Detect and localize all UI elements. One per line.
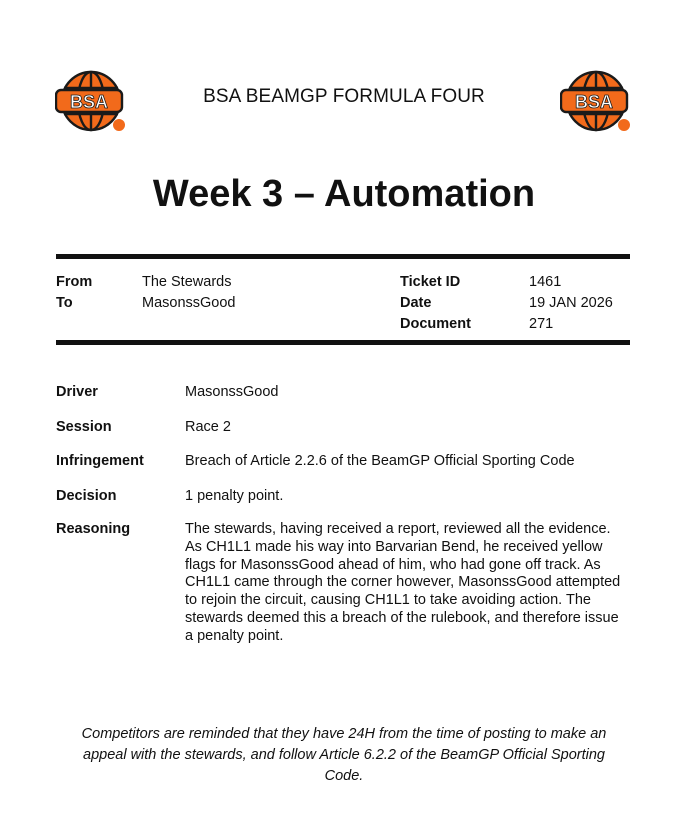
infringement-value: Breach of Article 2.2.6 of the BeamGP Official Sporting Code bbox=[185, 453, 575, 469]
date-value: 19 JAN 2026 bbox=[529, 295, 613, 311]
reasoning-text: The stewards, having received a report, reviewed all the evidence. As CH1L1 made his way into Barvarian Bend, he received yellow flags for MasonssGood ahead of him, who had gone off track. As CH1L1 came through the corner however, MasonssGood attempted to rejoin the circuit, causing CH1L1 to take avoiding action. The stewards deemed this a breach of the rulebook, and therefore issue a penalty point. bbox=[185, 521, 621, 644]
ticket-id-label: Ticket ID bbox=[400, 274, 461, 290]
infringement-label: Infringement bbox=[56, 453, 144, 469]
driver-value: MasonssGood bbox=[185, 384, 279, 400]
globe-logo-icon bbox=[560, 67, 630, 133]
divider-top bbox=[56, 254, 630, 259]
date-label: Date bbox=[400, 295, 432, 311]
from-label: From bbox=[56, 274, 93, 290]
ticket-id-value: 1461 bbox=[529, 274, 562, 290]
svg-text:BSA: BSA bbox=[69, 92, 109, 112]
driver-label: Driver bbox=[56, 384, 98, 400]
reasoning-label: Reasoning bbox=[56, 521, 131, 537]
decision-value: 1 penalty point. bbox=[185, 488, 284, 504]
decision-label: Decision bbox=[56, 488, 117, 504]
from-value: The Stewards bbox=[142, 274, 232, 290]
session-label: Session bbox=[56, 419, 112, 435]
appeal-notice: Competitors are reminded that they have 24H from the time of posting to make an appeal with the stewards, and follow Article 6.2.2 of the BeamGP Official Sporting Code. bbox=[81, 726, 607, 784]
page-title: Week 3 – Automation bbox=[152, 173, 536, 215]
to-value: MasonssGood bbox=[142, 295, 236, 311]
document-value: 271 bbox=[529, 316, 554, 332]
to-label: To bbox=[56, 295, 73, 311]
document-label: Document bbox=[400, 316, 471, 332]
bsa-logo-right bbox=[560, 67, 630, 133]
svg-text:BSA: BSA bbox=[574, 92, 614, 112]
session-value: Race 2 bbox=[185, 419, 231, 435]
divider-bottom bbox=[56, 340, 630, 345]
org-name: BSA BEAMGP FORMULA FOUR bbox=[203, 86, 485, 107]
